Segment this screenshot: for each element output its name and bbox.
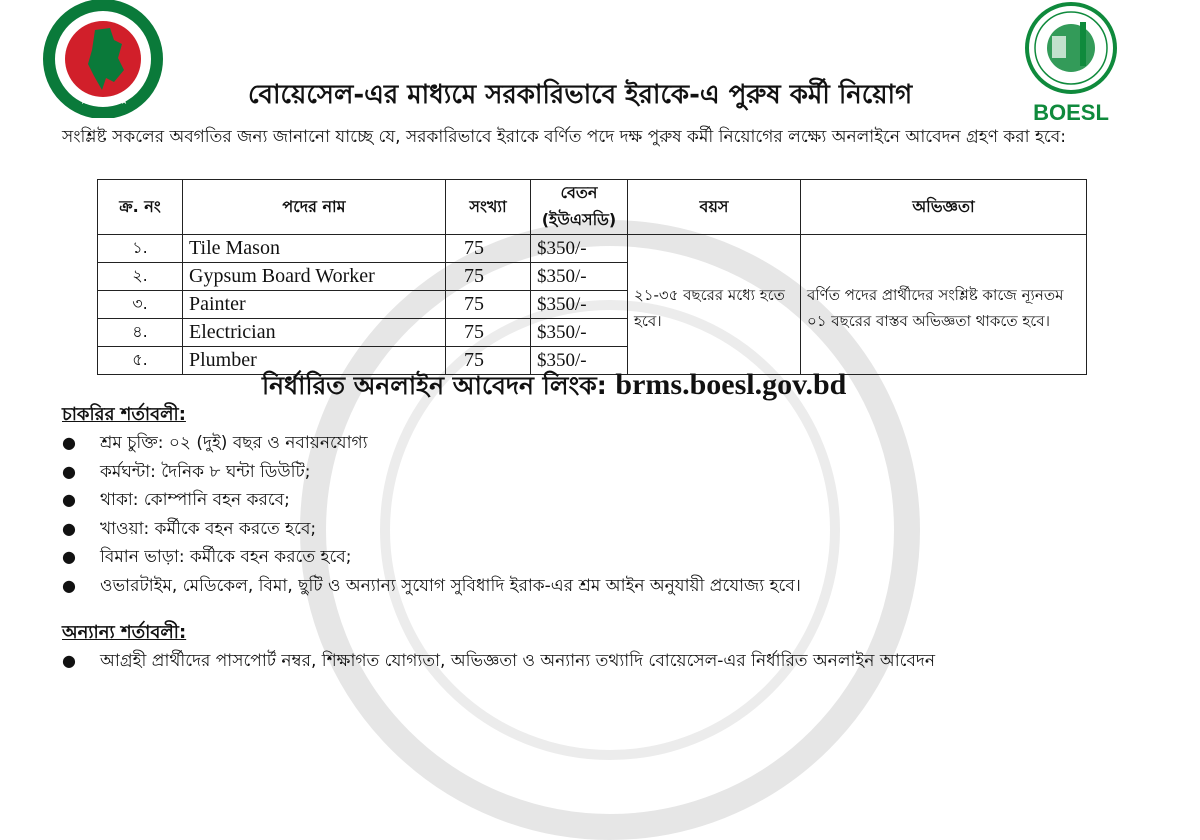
term-text: ওভারটাইম, মেডিকেল, বিমা, ছুটি ও অন্যান্য সুযোগ সুবিধাদি ইরাক-এর শ্রম আইন অনুযায়ী প্রযোজ্য হবে। xyxy=(100,575,801,596)
term-text: বিমান ভাড়া: কর্মীকে বহন করতে হবে; xyxy=(100,547,352,567)
bullet-icon: ● xyxy=(62,651,76,670)
boesl-logo xyxy=(1012,0,1130,124)
bullet-icon: ● xyxy=(62,433,76,452)
application-link-line xyxy=(262,366,846,409)
list-item xyxy=(62,458,1172,487)
row-post-name: Electrician xyxy=(183,319,446,347)
job-terms-list xyxy=(62,429,1172,600)
age-requirement: ২১-৩৫ বছরের মধ্যে হতে হবে। xyxy=(628,235,801,375)
other-terms-heading: অন্যান্য শর্তাবলী: xyxy=(62,622,187,643)
header-post-name: পদের নাম xyxy=(183,180,446,235)
row-serial: ৫. xyxy=(98,347,183,375)
row-salary: $350/- xyxy=(531,263,628,291)
experience-requirement: বর্ণিত পদের প্রার্থীদের সংশ্লিষ্ট কাজে ন্যূনতম ০১ বছরের বাস্তব অভিজ্ঞতা থাকতে হবে। xyxy=(801,235,1087,375)
row-post-name: Tile Mason xyxy=(183,235,446,263)
header-count: সংখ্যা xyxy=(446,180,531,235)
bullet-icon: ● xyxy=(62,518,76,538)
header-serial: ক্র. নং xyxy=(98,180,183,235)
row-salary: $350/- xyxy=(531,347,628,375)
row-salary: $350/- xyxy=(531,235,628,263)
bullet-icon: ● xyxy=(62,490,76,509)
row-post-name: Plumber xyxy=(183,347,446,375)
term-text: আগ্রহী প্রার্থীদের পাসপোর্ট নম্বর, শিক্ষাগত যোগ্যতা, অভিজ্ঞতা ও অন্যান্য তথ্যাদি বোয়েসেল-এর নির্ধারিত অনলাইন আবেদন xyxy=(100,651,936,671)
bullet-icon: ● xyxy=(62,461,76,481)
posts-table xyxy=(97,179,1087,375)
row-count: 75 xyxy=(446,347,531,375)
application-link-url[interactable]: brms.boesl.gov.bd xyxy=(615,368,847,401)
page-title: বোয়েসেল-এর মাধ্যমে সরকারিভাবে ইরাকে-এ পুরুষ কর্মী নিয়োগ xyxy=(248,80,913,110)
term-text: খাওয়া: কর্মীকে বহন করতে হবে; xyxy=(100,518,317,539)
row-post-name: Painter xyxy=(183,291,446,319)
row-post-name: Gypsum Board Worker xyxy=(183,263,446,291)
other-terms-list xyxy=(62,647,1172,676)
term-text: কর্মঘন্টা: দৈনিক ৮ ঘন্টা ডিউটি; xyxy=(100,461,311,482)
term-text: শ্রম চুক্তি: ০২ (দুই) বছর ও নবায়নযোগ্য xyxy=(100,433,368,453)
list-item xyxy=(62,572,1172,601)
boesl-label: BOESL xyxy=(1033,100,1109,124)
list-item xyxy=(62,543,1172,572)
row-serial: ২. xyxy=(98,263,183,291)
table-row xyxy=(98,235,1087,263)
row-count: 75 xyxy=(446,319,531,347)
seal-star-right: ★ xyxy=(120,97,129,107)
header-salary: বেতন (ইউএসডি) xyxy=(531,180,628,235)
job-terms-heading: চাকরির শর্তাবলী: xyxy=(62,404,186,425)
row-serial: ৩. xyxy=(98,291,183,319)
row-serial: ১. xyxy=(98,235,183,263)
list-item xyxy=(62,429,1172,458)
header-experience: অভিজ্ঞতা xyxy=(801,180,1087,235)
row-serial: ৪. xyxy=(98,319,183,347)
list-item xyxy=(62,515,1172,544)
row-salary: $350/- xyxy=(531,291,628,319)
intro-paragraph: সংশ্লিষ্ট সকলের অবগতির জন্য জানানো যাচ্ছে যে, সরকারিভাবে ইরাকে বর্ণিত পদে দক্ষ পুরুষ কর্মী নিয়োগের লক্ষ্যে অনলাইনে আবেদন গ্রহণ করা হবে: xyxy=(62,127,1066,147)
list-item xyxy=(62,647,1172,676)
bullet-icon: ● xyxy=(62,575,76,595)
row-count: 75 xyxy=(446,235,531,263)
table-header-row xyxy=(98,180,1087,235)
header-age: বয়স xyxy=(628,180,801,235)
application-link-label: নির্ধারিত অনলাইন আবেদন লিংক: xyxy=(262,371,607,400)
term-text: থাকা: কোম্পানি বহন করবে; xyxy=(100,490,290,510)
government-seal-logo xyxy=(10,0,196,118)
bullet-icon: ● xyxy=(62,547,76,566)
seal-star-left: ★ xyxy=(80,97,89,107)
row-salary: $350/- xyxy=(531,319,628,347)
list-item xyxy=(62,486,1172,515)
row-count: 75 xyxy=(446,291,531,319)
row-count: 75 xyxy=(446,263,531,291)
